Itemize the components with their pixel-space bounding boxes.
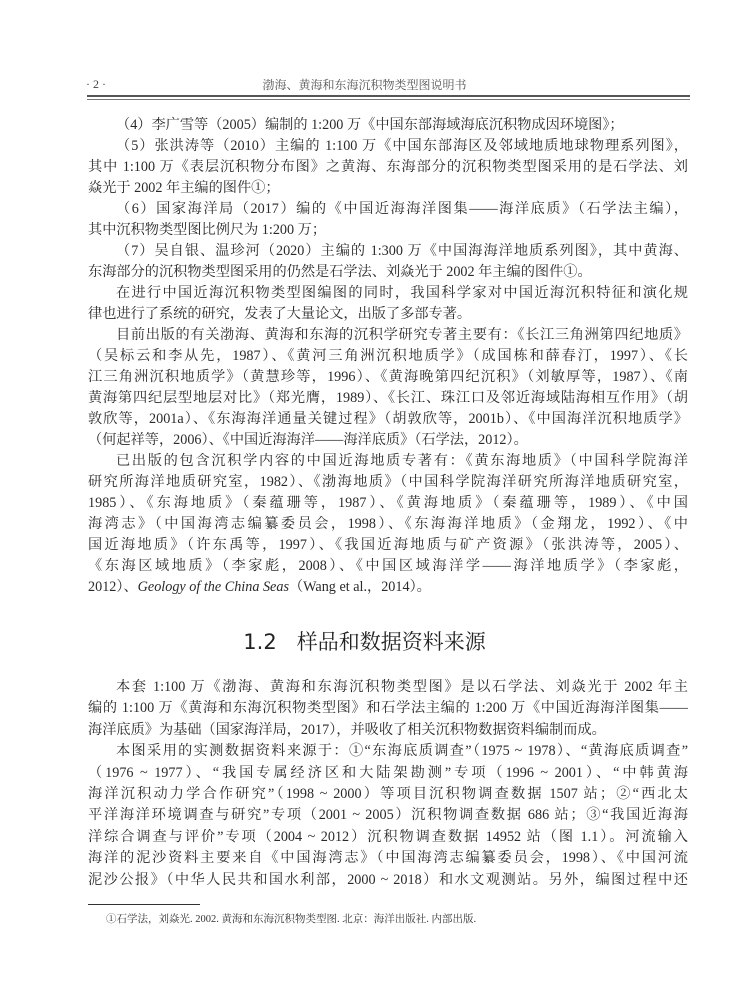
section-title: 样品和数据资料来源 <box>296 630 486 654</box>
text-line: （1976 ~ 1977）、“我国专属经济区和大陆架勘测”专项（1996 ~ 2001）、“中韩黄海 <box>88 764 688 781</box>
text-line: 海洋底质》为基础（国家海洋局，2017），并吸收了相关沉积物数据资料编制而成。 <box>88 721 606 738</box>
text-line: 国近海地质》（许东禹等，1997）、《我国近海地质与矿产资源》（张洪涛等，2005）、 <box>88 537 688 553</box>
text-line: 泥沙公报》（中华人民共和国水利部，2000 ~ 2018）和水文观测站。另外，编图过程中还 <box>88 871 688 888</box>
page-number: · 2 · <box>86 77 106 91</box>
text-fragment: 2012）、 <box>88 579 138 595</box>
text-line: 其中 1:100 万《表层沉积物分布图》之黄海、东海部分的沉积物类型图采用的是石学法、刘 <box>88 159 688 175</box>
text-line: 焱光于 2002 年主编的图件①； <box>88 180 280 196</box>
text-fragment: （Wang et al.，2014）。 <box>288 579 431 595</box>
text-line: 在进行中国近海沉积物类型图编图的同时，我国科学家对中国近海沉积特征和演化规 <box>116 285 688 301</box>
paragraph <box>88 115 688 136</box>
paragraph <box>88 136 688 199</box>
paragraph <box>88 451 688 598</box>
paragraph <box>88 199 688 241</box>
text-line: 敦欣等，2001a）、《东海海洋通量关键过程》（胡敦欣等，2001b）、《中国海洋沉积地质学》 <box>88 411 688 427</box>
text-line: 其中沉积物类型图比例尺为 1:200 万； <box>88 222 327 238</box>
text-line: （吴标云和李从先，1987）、《黄河三角洲沉积地质学》（成国栋和薛春汀，1997）、《长 <box>88 348 688 364</box>
section-body-1 <box>88 115 688 598</box>
text-line: 编的 1:100 万《黄海和东海沉积物类型图》和石学法主编的 1:200 万《中国近海海洋图集—— <box>88 700 688 717</box>
header-rule <box>87 95 690 97</box>
text-line <box>88 577 688 598</box>
text-line: 东海部分的沉积物类型图采用的仍然是石学法、刘焱光于 2002 年主编的图件①。 <box>88 264 592 280</box>
header-rule-thin <box>87 99 690 100</box>
text-line: 洋综合调查与评价”专项（2004 ~ 2012）沉积物调查数据 14952 站（图 1.1）。河流输入 <box>88 828 688 845</box>
text-line: （7）吴自银、温珍河（2020）主编的 1:300 万《中国海海洋地质系列图》，其中黄海、 <box>116 243 688 259</box>
footnote-rule <box>88 904 200 905</box>
paragraph <box>88 283 688 325</box>
book-title-italic: Geology of the China Seas <box>137 579 289 595</box>
running-header-title: 渤海、黄海和东海沉积物类型图说明书 <box>262 78 467 92</box>
text-line: 江三角洲沉积地质学》（黄慧珍等，1996）、《黄海晚第四纪沉积》（刘敏厚等，1987）、《南 <box>88 369 688 385</box>
text-line: 《东海区域地质》（李家彪，2008）、《中国区域海洋学——海洋地质学》（李家彪， <box>88 558 688 574</box>
text-line: （4）李广雪等（2005）编制的 1:200 万《中国东部海域海底沉积物成因环境图》； <box>116 117 624 133</box>
paragraph <box>88 325 688 451</box>
paragraph <box>88 677 688 741</box>
footnote: ①石学法，刘焱光. 2002. 黄海和东海沉积物类型图. 北京：海洋出版社. 内部出版. <box>106 914 477 925</box>
section-heading <box>0 626 729 656</box>
text-line: 律也进行了系统的研究，发表了大量论文，出版了多部专著。 <box>88 306 472 322</box>
text-line: 本套 1:100 万《渤海、黄海和东海沉积物类型图》是以石学法、刘焱光于 2002 年主 <box>116 679 688 695</box>
text-line: 海洋的泥沙资料主要来自《中国海湾志》（中国海湾志编纂委员会，1998）、《中国河流 <box>88 850 688 867</box>
text-line: 目前出版的有关渤海、黄海和东海的沉积学研究专著主要有：《长江三角洲第四纪地质》 <box>116 327 688 343</box>
paragraph <box>88 241 688 283</box>
text-line: 1985）、《东海地质》（秦蕴珊等，1987）、《黄海地质》（秦蕴珊等，1989）、《中国 <box>88 495 688 511</box>
text-line: （6）国家海洋局（2017）编的《中国近海海洋图集——海洋底质》（石学法主编）， <box>116 201 688 217</box>
text-line: 海湾志》（中国海湾志编纂委员会，1998）、《东海海洋地质》（金翔龙，1992）、《中 <box>88 516 688 532</box>
section-number: 1.2 <box>243 630 277 654</box>
text-line: 本图采用的实测数据资料来源于：①“东海底质调查”（1975 ~ 1978）、“黄海底质调查” <box>116 743 688 760</box>
text-line: 研究所海洋地质研究室，1982）、《渤海地质》（中国科学院海洋研究所海洋地质研究室， <box>88 474 688 490</box>
text-line: 已出版的包含沉积学内容的中国近海地质专著有：《黄东海地质》（中国科学院海洋 <box>116 453 688 469</box>
text-line: 平洋海洋环境调查与研究”专项（2001 ~ 2005）沉积物调查数据 686 站；③“我国近海海 <box>88 807 688 824</box>
section-body-2 <box>88 677 688 891</box>
text-line: 海洋沉积动力学合作研究”（1998 ~ 2000）等项目沉积物调查数据 1507 站；②“西北太 <box>88 786 688 803</box>
text-line: 黄海第四纪层型地层对比》（郑光膺，1989）、《长江、珠江口及邻近海域陆海相互作用》（胡 <box>88 390 688 406</box>
text-line: （何起祥等，2006）、《中国近海海洋——海洋底质》（石学法，2012）。 <box>88 432 528 448</box>
paragraph <box>88 741 688 891</box>
text-line: （5）张洪涛等（2010）主编的 1:100 万《中国东部海区及邻域地质地球物理系列图》， <box>116 138 688 154</box>
